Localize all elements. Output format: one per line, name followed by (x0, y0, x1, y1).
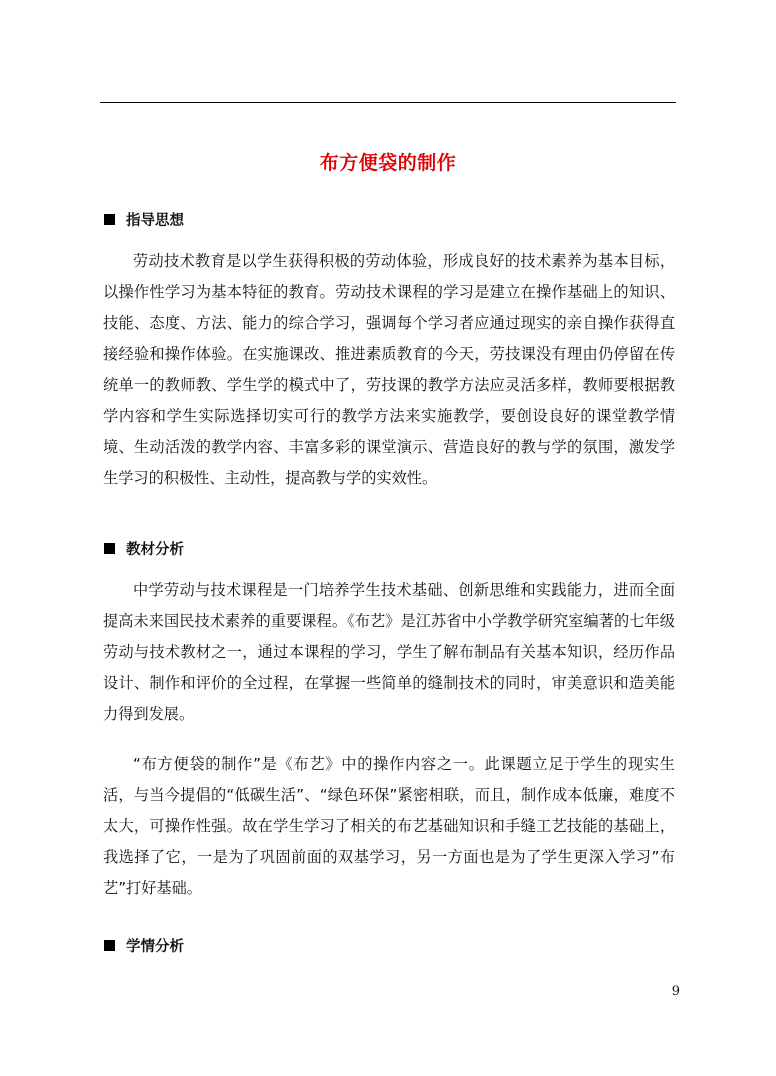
section-heading-textbook-analysis (104, 538, 184, 559)
section-heading-label: 教材分析 (126, 542, 184, 558)
document-title: 布方便袋的制作 (319, 152, 457, 174)
paragraph: 中学劳动与技术课程是一门培养学生技术基础、创新思维和实践能力，进而全面提高未来国民技术素养的重要课程。《布艺》是江苏省中小学教学研究室编著的七年级劳动与技术教材之一，通过本课程的学习，学生了解布制品有关基本知识，经历作品设计、制作和评价的全过程，在掌握一些简单的缝制技术的同时，审美意识和造美能力得到发展。 (103, 581, 675, 723)
section-heading-label: 指导思想 (126, 213, 184, 229)
black-square-bullet-icon (104, 543, 115, 554)
black-square-bullet-icon (104, 940, 115, 951)
header-rule (100, 102, 676, 103)
black-square-bullet-icon (104, 214, 115, 225)
paragraph: “布方便袋的制作”是《布艺》中的操作内容之一。此课题立足于学生的现实生活，与当今提倡的“低碳生活”、“绿色环保”紧密相联，而且，制作成本低廉，难度不太大，可操作性强。故在学生学习了相关的布艺基础知识和手缝工艺技能的基础上，我选择了它，一是为了巩固前面的双基学习，另一方面也是为了学生更深入学习”布艺”打好基础。 (103, 755, 675, 897)
section-heading-guiding-ideas (104, 209, 184, 230)
section-heading-label: 学情分析 (126, 939, 184, 955)
page-number: 9 (671, 984, 680, 999)
paragraph: 劳动技术教育是以学生获得积极的劳动体验，形成良好的技术素养为基本目标，以操作性学习为基本特征的教育。劳动技术课程的学习是建立在操作基础上的知识、技能、态度、方法、能力的综合学习，强调每个学习者应通过现实的亲自操作获得直接经验和操作体验。在实施课改、推进素质教育的今天，劳技课没有理由仍停留在传统单一的教师教、学生学的模式中了，劳技课的教学方法应灵活多样，教师要根据教学内容和学生实际选择切实可行的教学方法来实施教学，要创设良好的课堂教学情境、生动活泼的教学内容、丰富多彩的课堂演示、营造良好的教与学的氛围，激发学生学习的积极性、主动性，提高教与学的实效性。 (103, 252, 675, 487)
section-heading-student-analysis (104, 935, 184, 956)
